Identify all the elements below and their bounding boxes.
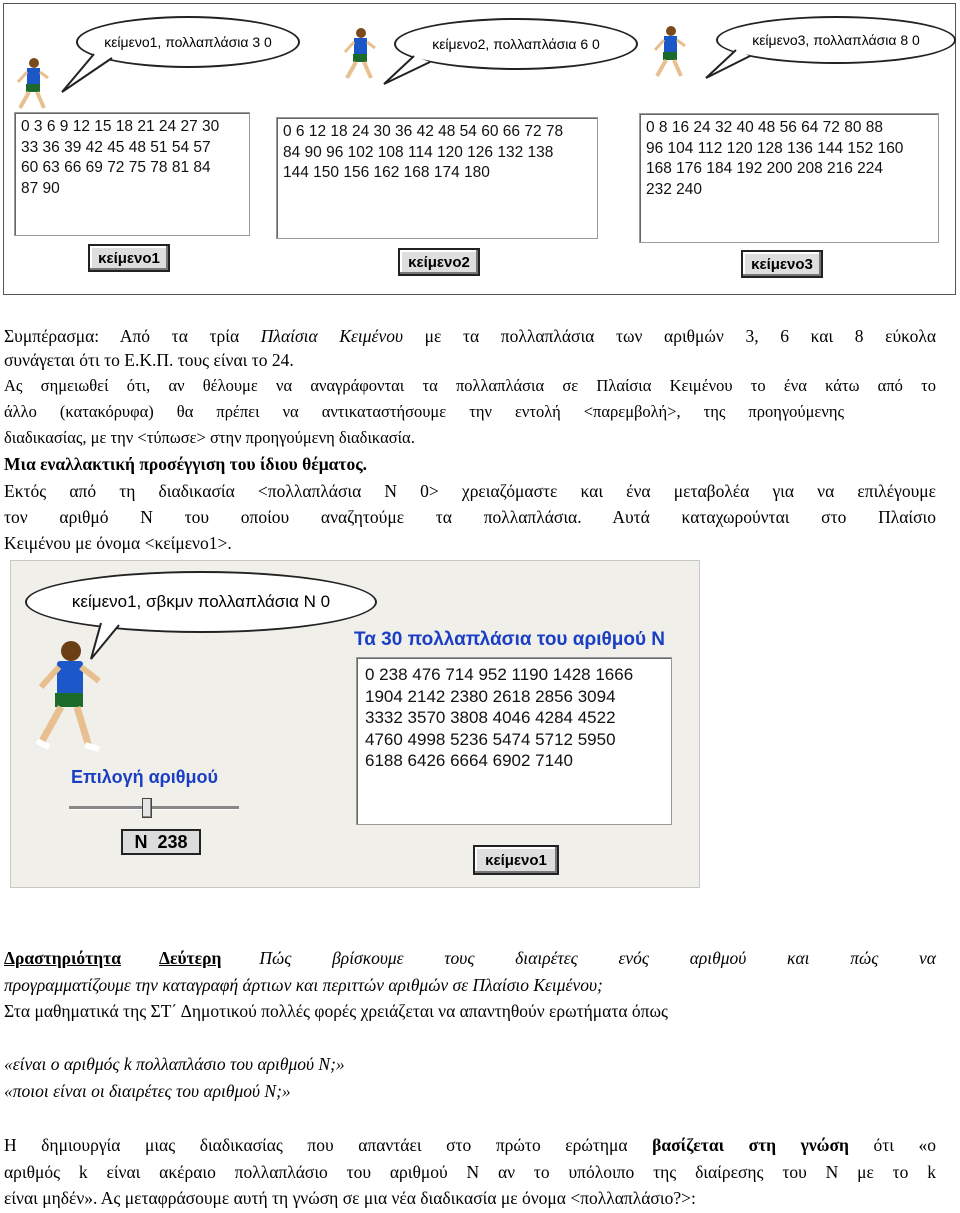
- paragraph-line-5: διαδικασίας, με την <τύπωσε> στην προηγούμενη διαδικασία.: [4, 428, 415, 447]
- procedure-text-c: ότι «ο: [848, 1135, 936, 1155]
- speech-bubble-3-tail: [694, 46, 754, 86]
- paragraph-line-8: τον αριθμό Ν του οποίου αναζητούμε τα πολλαπλάσια. Αυτά καταχωρούνται στο Πλαίσιο: [4, 507, 936, 527]
- procedure-text-a: Η δημιουργία μιας διαδικασίας που απαντάει στο πρώτο ερώτημα: [4, 1135, 653, 1155]
- math-context-line: Στα μαθηματικά της ΣΤ΄ Δημοτικού πολλές φορές χρειάζεται να απαντηθούν ερωτήματα όπως: [4, 1001, 668, 1021]
- text-box-3-line: 96 104 112 120 128 136 144 152 160: [646, 139, 904, 157]
- conclusion-text-a: Συμπέρασμα: Από τα τρία: [4, 326, 261, 346]
- text-box-3-line: 168 176 184 192 200 208 216 224: [646, 160, 884, 177]
- kimeno2-button[interactable]: κείμενο2: [398, 248, 480, 276]
- text-box-2-line: 144 150 156 162 168 174 180: [283, 164, 490, 181]
- question-divisors: «ποιοι είναι οι διαιρέτες του αριθμού Ν;»: [4, 1081, 291, 1101]
- text-box-1[interactable]: [14, 112, 250, 236]
- slider-thumb[interactable]: [142, 798, 152, 818]
- speech-bubble-n-text: κείμενο1, σβκμν πολλαπλάσια Ν 0: [71, 592, 331, 611]
- text-box-3-line: 0 8 16 24 32 40 48 56 64 72 80 88: [646, 119, 884, 136]
- conclusion-line-2: συνάγεται ότι το Ε.Κ.Π. τους είναι το 24.: [4, 350, 294, 370]
- number-slider[interactable]: [69, 797, 239, 819]
- activity-question: Πώς βρίσκουμε τους διαιρέτες ενός αριθμού και πώς να: [259, 948, 936, 968]
- text-box-1-line: 87 90: [21, 179, 60, 197]
- activity-question-line-2: προγραμματίζουμε την καταγραφή άρτιων και περιττών αριθμών σε Πλαίσιο Κειμένου;: [4, 975, 603, 995]
- multiples-title: Τα 30 πολλαπλάσια του αριθμού Ν: [354, 629, 666, 650]
- procedure-line-1: [4, 1133, 936, 1157]
- procedure-text-bold: βασίζεται στη γνώση: [652, 1135, 849, 1155]
- text-box-3[interactable]: [639, 113, 939, 243]
- slider-track: [69, 806, 239, 810]
- number-selection-label: Επιλογή αριθμού: [71, 767, 218, 787]
- conclusion-text-b: με τα πολλαπλάσια των αριθμών 3, 6 και 8 εύκολα: [403, 326, 936, 346]
- runner-sprite-1: [12, 56, 52, 116]
- paragraph-line-9: Κειμένου με όνομα <κείμενο1>.: [4, 533, 232, 553]
- paragraph-line-4: άλλο (κατακόρυφα) θα πρέπει να αντικαταστήσουμε την εντολή <παρεμβολή>, της προηγούμενης: [4, 402, 844, 421]
- paragraph-line-7: Εκτός από τη διαδικασία <πολλαπλάσια Ν 0> χρειαζόμαστε και ένα μεταβολέα για να επιλέγουμε: [4, 481, 936, 501]
- procedure-line-2: αριθμός k είναι ακέραιο πολλαπλάσιο του αριθμού Ν αν το υπόλοιπο της διαίρεσης του Ν με το k: [4, 1162, 936, 1182]
- text-box-1-line: 33 36 39 42 45 48 51 54 57: [21, 138, 211, 156]
- text-box-2-line: 0 6 12 18 24 30 36 42 48 54 60 66 72 78: [283, 123, 564, 140]
- figure-multiples-screenshot: [3, 3, 956, 295]
- runner-sprite-large: [19, 639, 109, 759]
- activity-underline-gap: [121, 963, 159, 964]
- figure-slider-screenshot: [10, 560, 700, 888]
- runner-sprite-3: [649, 24, 689, 84]
- multiples-line: 0 238 476 714 952 1190 1428 1666: [365, 665, 634, 684]
- text-box-2-line: 84 90 96 102 108 114 120 126 132 138: [283, 143, 554, 161]
- speech-bubble-3-text: κείμενο3, πολλαπλάσια 8 0: [752, 32, 920, 48]
- multiples-text-box[interactable]: [356, 657, 672, 825]
- text-box-1-line: 60 63 66 69 72 75 78 81 84: [21, 159, 211, 176]
- speech-bubble-1-text: κείμενο1, πολλαπλάσια 3 0: [104, 34, 272, 50]
- kimeno3-button[interactable]: κείμενο3: [741, 250, 823, 278]
- kimeno1-button-fig2[interactable]: κείμενο1: [473, 845, 559, 875]
- n-value-text: Ν 238: [134, 831, 188, 852]
- runner-sprite-2: [339, 26, 379, 86]
- n-value-display: [121, 829, 201, 855]
- speech-bubble-1-tail: [56, 50, 116, 100]
- activity-label: Δραστηριότητα: [4, 948, 122, 968]
- activity-number: Δεύτερη: [159, 948, 222, 968]
- text-box-3-line: 232 240: [646, 180, 703, 198]
- kimeno1-button[interactable]: κείμενο1: [88, 244, 170, 272]
- text-box-1-line: 0 3 6 9 12 15 18 21 24 27 30: [21, 118, 220, 135]
- question-multiple: «είναι ο αριθμός k πολλαπλάσιο του αριθμού Ν;»: [4, 1054, 345, 1074]
- alternative-approach-heading: Μια εναλλακτική προσέγγιση του ίδιου θέματος.: [4, 454, 367, 474]
- multiples-line: 1904 2142 2380 2618 2856 3094: [365, 686, 616, 706]
- conclusion-text-italic: Πλαίσια Κειμένου: [260, 326, 403, 346]
- procedure-line-3: είναι μηδέν». Ας μεταφράσουμε αυτή τη γνώση σε μια νέα διαδικασία με όνομα <πολλαπλάσιο?>:: [4, 1188, 696, 1208]
- multiples-line: 3332 3570 3808 4046 4284 4522: [365, 708, 616, 727]
- speech-bubble-2-tail: [374, 52, 434, 92]
- activity-heading-line: [4, 946, 936, 970]
- text-box-2[interactable]: [276, 117, 598, 239]
- paragraph-line-3: Ας σημειωθεί ότι, αν θέλουμε να αναγράφονται τα πολλαπλάσια σε Πλαίσια Κειμένου το ένα κάτω από το: [4, 376, 936, 395]
- multiples-line: 4760 4998 5236 5474 5712 5950: [365, 729, 616, 749]
- conclusion-line-1: [4, 324, 936, 348]
- speech-bubble-2-text: κείμενο2, πολλαπλάσια 6 0: [432, 36, 600, 52]
- multiples-line: 6188 6426 6664 6902 7140: [365, 751, 573, 770]
